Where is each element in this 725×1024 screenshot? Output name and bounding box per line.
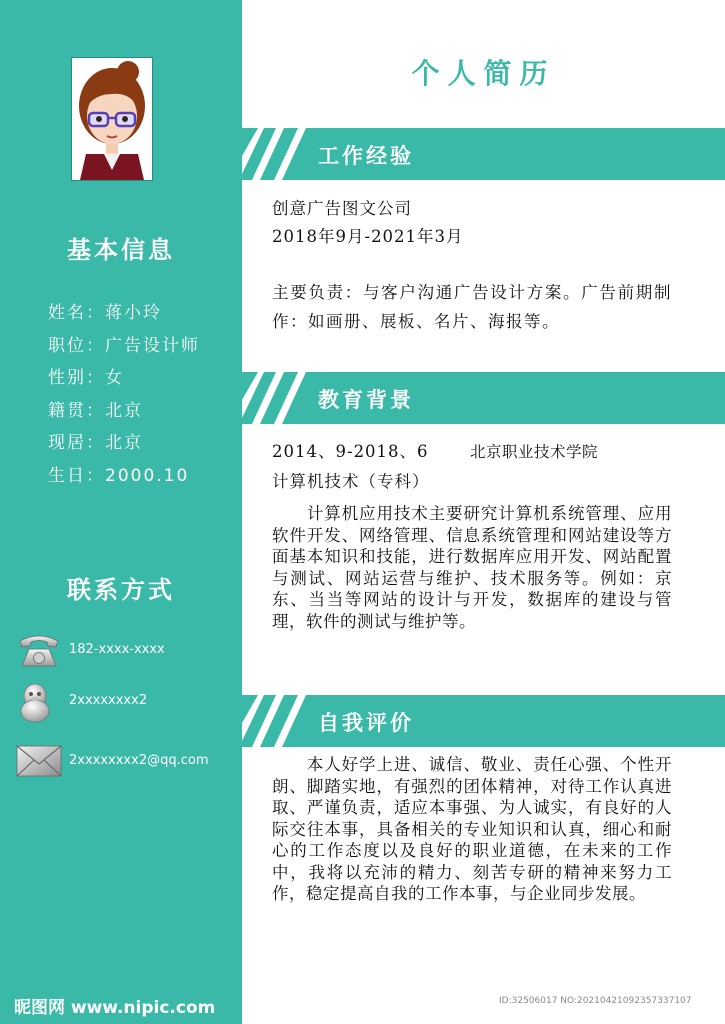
self-eval-description: 本人好学上进、诚信、敬业、责任心强、个性开朗、脚踏实地，有强烈的团体精神，对待工作认真进取、严谨负责，适应本事强、为人诚实，有良好的人际交往本事，具备相关的专业知识和认真，细心和耐心的工作态度以及良好的职业道德，在未来的工作中，我将以充沛的精力、刻苦专研的精神来努力工作，稳定提高自我的工作本事，与企业同步发展。 (272, 755, 672, 903)
contact-phone (16, 633, 242, 669)
info-hometown: 籍贯：北京 (48, 400, 143, 421)
email-text: 2xxxxxxxx2@qq.com (69, 753, 209, 768)
phone-text: 182-xxxx-xxxx (69, 642, 165, 657)
page-title: 个人简历 (411, 57, 556, 90)
phone-icon (16, 633, 62, 669)
education-school: 北京职业技术学院 (470, 443, 599, 461)
watermark-right: ID:32506017 NO:20210421092357337107 (499, 996, 692, 1006)
section-band-work (242, 128, 725, 180)
watermark-left: 昵图网 www.nipic.com (14, 998, 216, 1018)
work-company: 创意广告图文公司 (272, 199, 412, 218)
basic-info-heading: 基本信息 (67, 236, 175, 264)
info-name: 姓名：蒋小玲 (48, 303, 162, 323)
education-description: 计算机应用技术主要研究计算机系统管理、应用软件开发、网络管理、信息系统管理和网站建设等方面基本知识和技能，进行数据库应用开发、网站配置与测试、网站运营与维护、技术服务等。例如：京东、当当等网站的设计与开发，数据库的建设与管理，软件的测试与维护等。 (272, 504, 672, 631)
avatar-photo (71, 57, 153, 181)
basic-info-list (48, 297, 200, 492)
email-envelope-icon (16, 744, 62, 780)
section-band-self-eval (242, 695, 725, 747)
section-heading-self-eval: 自我评价 (318, 711, 414, 735)
contact-heading: 联系方式 (67, 576, 175, 604)
contact-qq (16, 684, 242, 720)
info-gender: 性别：女 (48, 368, 124, 388)
sidebar (0, 0, 242, 1024)
section-band-education (242, 372, 725, 424)
work-period: 2018年9月-2021年3月 (272, 227, 464, 246)
contact-email (16, 744, 242, 780)
info-position: 职位：广告设计师 (48, 335, 200, 356)
info-birthday: 生日：2000.10 (48, 465, 190, 486)
qq-text: 2xxxxxxxx2 (69, 693, 148, 708)
section-heading-work: 工作经验 (318, 144, 414, 168)
education-major: 计算机技术（专科） (272, 472, 430, 491)
section-heading-education: 教育背景 (318, 388, 414, 412)
info-residence: 现居：北京 (48, 433, 143, 453)
education-period: 2014、9-2018、6 (272, 442, 429, 461)
work-duties: 主要负责：与客户沟通广告设计方案。广告前期制作：如画册、展板、名片、海报等。 (272, 283, 672, 331)
qq-penguin-icon (16, 684, 62, 720)
